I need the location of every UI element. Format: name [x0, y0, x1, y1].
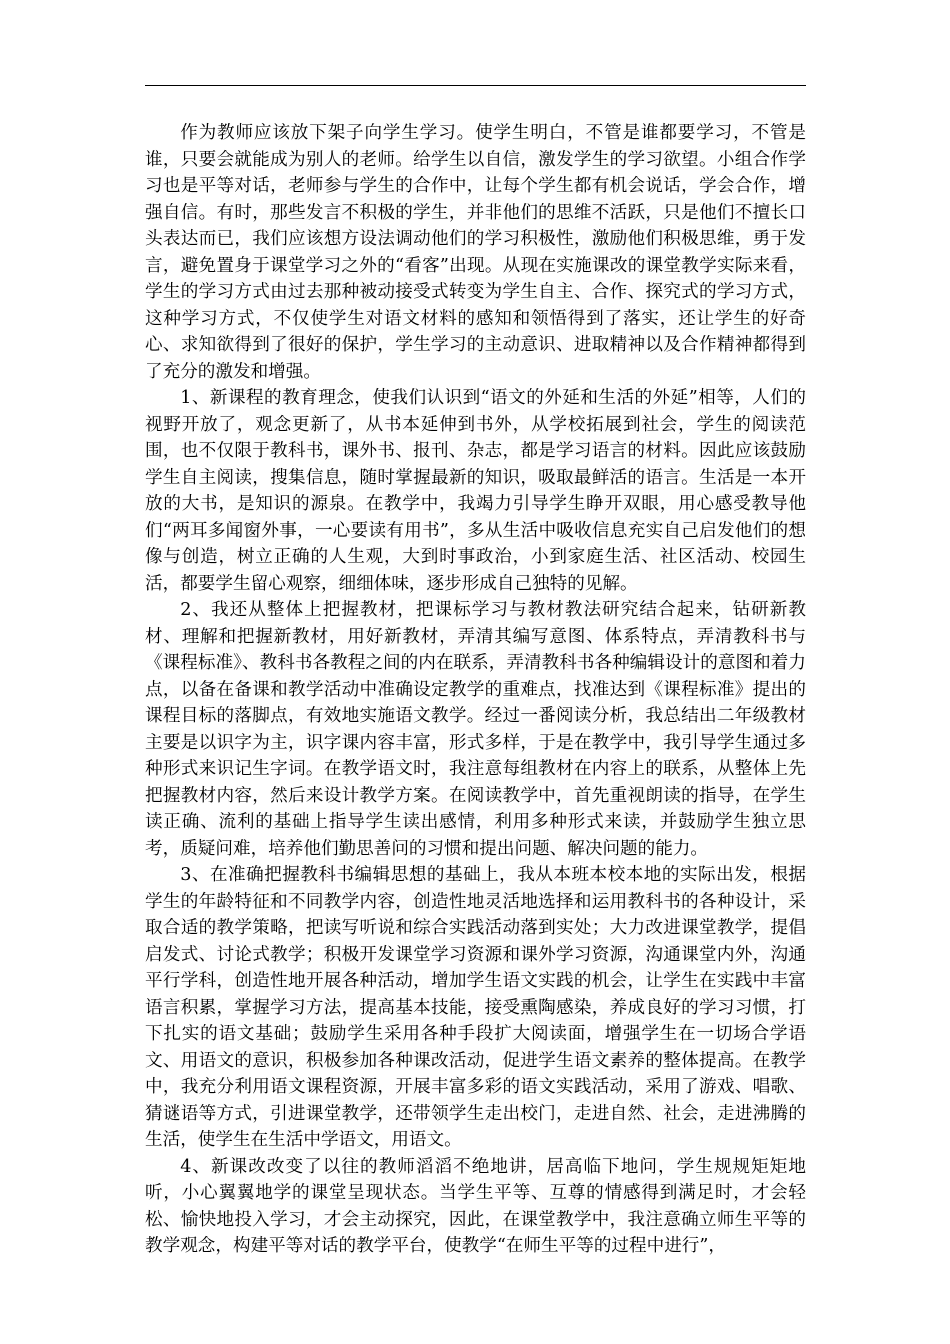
- paragraph-2: 2、我还从整体上把握教材，把课标学习与教材教法研究结合起来，钻研新教材、理解和把握新教材，用好新教材，弄清其编写意图、体系特点，弄清教科书与《课程标准》、教科书各教程之间的内在联系，弄清教科书各种编辑设计的意图和着力点，以备在备课和教学活动中准确设定教学的重难点，找准达到《课程标准》提出的课程目标的落脚点，有效地实施语文教学。经过一番阅读分析，我总结出二年级教材主要是以识字为主，识字课内容丰富，形式多样，于是在教学中，我引导学生通过多种形式来识记生字词。在教学语文时，我注意每组教材在内容上的联系，从整体上先把握教材内容，然后来设计教学方案。在阅读教学中，首先重视朗读的指导，在学生读正确、流利的基础上指导学生读出感情，利用多种形式来读，并鼓励学生独立思考，质疑问难，培养他们勤思善问的习惯和提出问题、解决问题的能力。: [145, 600, 806, 859]
- header-rule: [145, 85, 806, 86]
- document-body: [145, 120, 806, 1260]
- paragraph-3: 3、在准确把握教科书编辑思想的基础上，我从本班本校本地的实际出发，根据学生的年龄特征和不同教学内容，创造性地灵活地选择和运用教科书的各种设计，采取合适的教学策略，把读写听说和综合实践活动落到实处；大力改进课堂教学，提倡启发式、讨论式教学；积极开发课堂学习资源和课外学习资源，沟通课堂内外，沟通平行学科，创造性地开展各种活动，增加学生语文实践的机会，让学生在实践中丰富语言积累，掌握学习方法，提高基本技能，接受熏陶感染，养成良好的学习习惯，打下扎实的语文基础；鼓励学生采用各种手段扩大阅读面，增强学生在一切场合学语文、用语文的意识，积极参加各种课改活动，促进学生语文素养的整体提高。在教学中，我充分利用语文课程资源，开展丰富多彩的语文实践活动，采用了游戏、唱歌、猜谜语等方式，引进课堂教学，还带领学生走出校门，走进自然、社会，走进沸腾的生活，使学生在生活中学语文，用语文。: [145, 865, 806, 1150]
- paragraph-intro: 作为教师应该放下架子向学生学习。使学生明白，不管是谁都要学习，不管是谁，只要会就能成为别人的老师。给学生以自信，激发学生的学习欲望。小组合作学习也是平等对话，老师参与学生的合作中，让每个学生都有机会说话，学会合作，增强自信。有时，那些发言不积极的学生，并非他们的思维不活跃，只是他们不擅长口头表达而已，我们应该想方设法调动他们的学习积极性，激励他们积极思维，勇于发言，避免置身于课堂学习之外的“看客”出现。从现在实施课改的课堂教学实际来看，学生的学习方式由过去那种被动接受式转变为学生自主、合作、探究式的学习方式，这种学习方式，不仅使学生对语文材料的感知和领悟得到了落实，还让学生的好奇心、求知欲得到了很好的保护，学生学习的主动意识、进取精神以及合作精神都得到了充分的激发和增强。: [145, 123, 806, 382]
- paragraph-1: 1、新课程的教育理念，使我们认识到“语文的外延和生活的外延”相等，人们的视野开放了，观念更新了，从书本延伸到书外，从学校拓展到社会，学生的阅读范围，也不仅限于教科书，课外书、报刊、杂志，都是学习语言的材料。因此应该鼓励学生自主阅读，搜集信息，随时掌握最新的知识，吸取最鲜活的语言。生活是一本开放的大书，是知识的源泉。在教学中，我竭力引导学生睁开双眼，用心感受教导他们“两耳多闻窗外事，一心要读有用书”，多从生活中吸收信息充实自己启发他们的想像与创造，树立正确的人生观，大到时事政治，小到家庭生活、社区活动、校园生活，都要学生留心观察，细细体味，逐步形成自己独特的见解。: [145, 388, 806, 594]
- paragraph-4: 4、新课改改变了以往的教师滔滔不绝地讲，居高临下地问，学生规规矩矩地听，小心翼翼地学的课堂呈现状态。当学生平等、互尊的情感得到满足时，才会轻松、愉快地投入学习，才会主动探究，因此，在课堂教学中，我注意确立师生平等的教学观念，构建平等对话的教学平台，使教学“在师生平等的过程中进行”，: [145, 1156, 806, 1256]
